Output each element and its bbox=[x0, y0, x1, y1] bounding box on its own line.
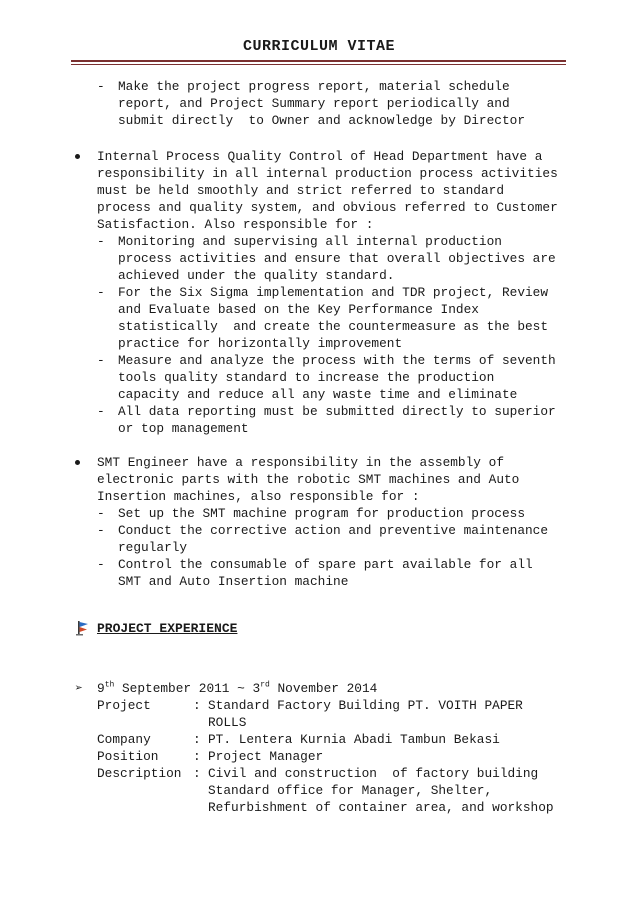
dash-marker: - bbox=[97, 523, 105, 538]
dash-marker: - bbox=[97, 557, 105, 572]
field-value-description: Standard office for Manager, Shelter, bbox=[208, 783, 493, 798]
text-line: Insertion machines, also responsible for : bbox=[97, 489, 420, 504]
text-line: Internal Process Quality Control of Head Department have a bbox=[97, 149, 543, 164]
field-label-company: Company bbox=[97, 732, 151, 747]
text-line: tools quality standard to increase the production bbox=[118, 370, 495, 385]
text-line: Monitoring and supervising all internal production bbox=[118, 234, 502, 249]
bullet-dot bbox=[75, 460, 80, 465]
text-line: SMT and Auto Insertion machine bbox=[118, 574, 349, 589]
dash-marker: - bbox=[97, 234, 105, 249]
field-value-position: Project Manager bbox=[208, 749, 324, 764]
dash-marker: - bbox=[97, 506, 105, 521]
text-line: Control the consumable of spare part available for all bbox=[118, 557, 533, 572]
field-value-description: Civil and construction of factory building bbox=[208, 766, 539, 781]
field-separator: : bbox=[193, 766, 201, 781]
field-separator: : bbox=[193, 698, 201, 713]
field-label-description: Description bbox=[97, 766, 182, 781]
dash-marker: - bbox=[97, 79, 105, 94]
title-rule-thin bbox=[71, 64, 566, 65]
text-line: regularly bbox=[118, 540, 188, 555]
project-flag-icon bbox=[75, 620, 91, 636]
text-line: submit directly to Owner and acknowledge by Director bbox=[118, 113, 526, 128]
text-line: and Evaluate based on the Key Performance Index bbox=[118, 302, 479, 317]
bullet-dot bbox=[75, 154, 80, 159]
text-line: must be held smoothly and strict referred to standard bbox=[97, 183, 505, 198]
field-value-company: PT. Lentera Kurnia Abadi Tambun Bekasi bbox=[208, 732, 500, 747]
text-line: Set up the SMT machine program for production process bbox=[118, 506, 526, 521]
field-value-description: Refurbishment of container area, and workshop bbox=[208, 800, 554, 815]
field-label-project: Project bbox=[97, 698, 151, 713]
dash-marker: - bbox=[97, 404, 105, 419]
text-line: For the Six Sigma implementation and TDR project, Review bbox=[118, 285, 549, 300]
text-line: Conduct the corrective action and preventive maintenance bbox=[118, 523, 549, 538]
project-date-range: 9th September 2011 ~ 3rd November 2014 bbox=[97, 680, 378, 696]
field-value-project: Standard Factory Building PT. VOITH PAPER bbox=[208, 698, 523, 713]
text-line: statistically and create the countermeasure as the best bbox=[118, 319, 549, 334]
text-line: responsibility in all internal production process activities bbox=[97, 166, 558, 181]
title-rule-thick bbox=[71, 60, 566, 62]
section-heading-project-experience: PROJECT EXPERIENCE bbox=[97, 621, 238, 636]
field-separator: : bbox=[193, 732, 201, 747]
text-line: Satisfaction. Also responsible for : bbox=[97, 217, 374, 232]
dash-marker: - bbox=[97, 353, 105, 368]
text-line: practice for horizontally improvement bbox=[118, 336, 403, 351]
text-line: electronic parts with the robotic SMT machines and Auto bbox=[97, 472, 520, 487]
text-line: SMT Engineer have a responsibility in the assembly of bbox=[97, 455, 505, 470]
text-line: Make the project progress report, material schedule bbox=[118, 79, 510, 94]
text-line: or top management bbox=[118, 421, 249, 436]
text-line: achieved under the quality standard. bbox=[118, 268, 395, 283]
dash-marker: - bbox=[97, 285, 105, 300]
text-line: report, and Project Summary report periodically and bbox=[118, 96, 510, 111]
text-line: process and quality system, and obvious referred to Customer bbox=[97, 200, 558, 215]
field-separator: : bbox=[193, 749, 201, 764]
field-label-position: Position bbox=[97, 749, 159, 764]
page-title: CURRICULUM VITAE bbox=[242, 38, 396, 55]
text-line: process activities and ensure that overall objectives are bbox=[118, 251, 556, 266]
field-value-project: ROLLS bbox=[208, 715, 247, 730]
arrow-bullet-icon: ➢ bbox=[75, 681, 83, 696]
text-line: capacity and reduce all any waste time and eliminate bbox=[118, 387, 518, 402]
text-line: All data reporting must be submitted directly to superior bbox=[118, 404, 556, 419]
text-line: Measure and analyze the process with the terms of seventh bbox=[118, 353, 556, 368]
